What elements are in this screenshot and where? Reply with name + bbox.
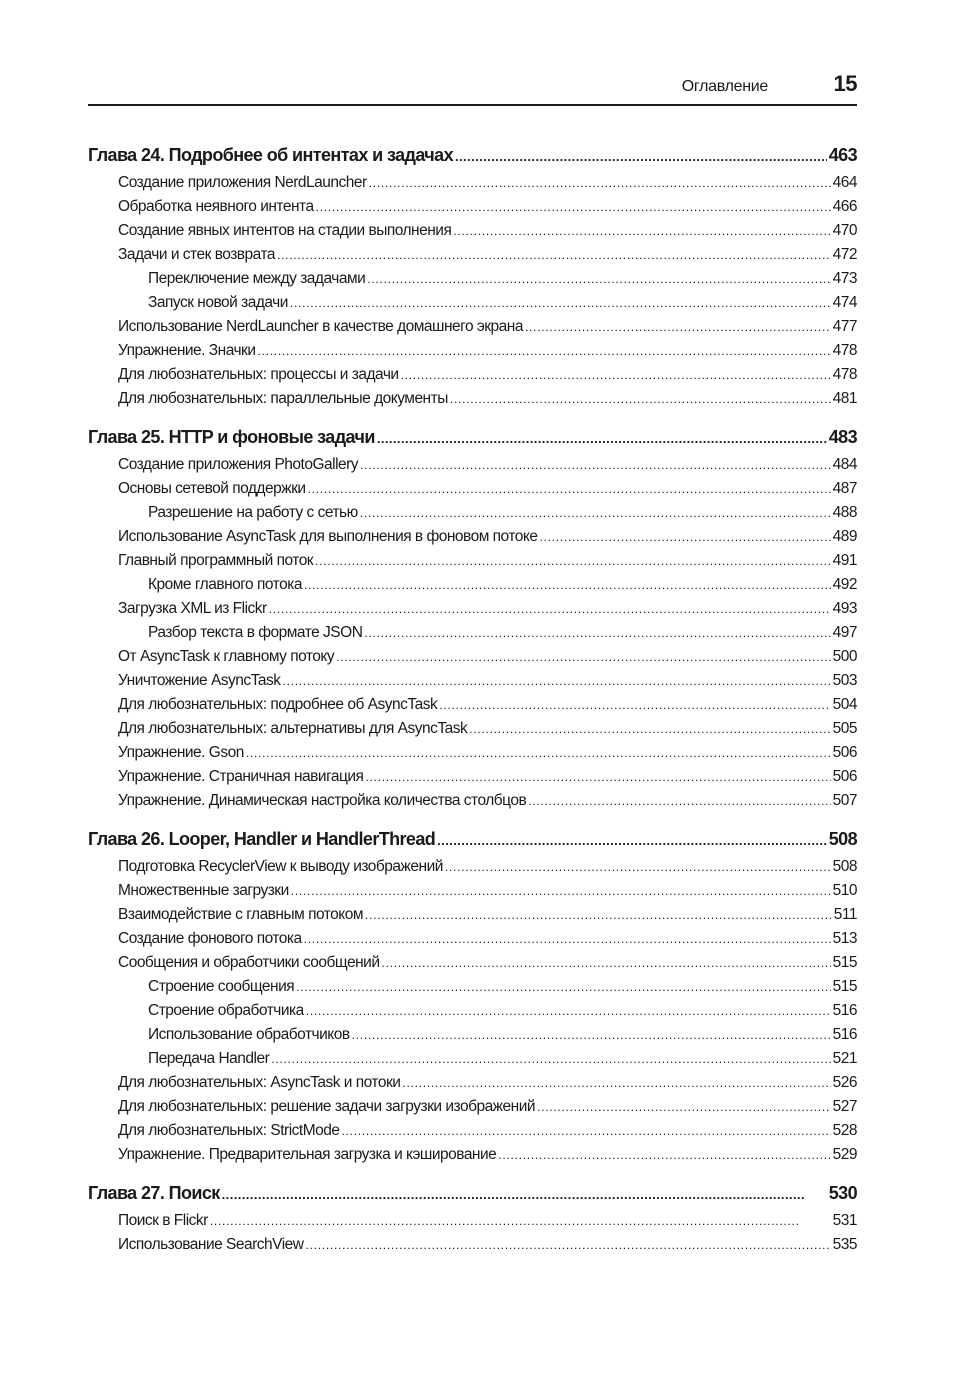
toc-subsection[interactable]: [88, 1023, 857, 1047]
dot-leader: [539, 525, 830, 549]
entry-page-number: 477: [832, 318, 857, 335]
entry-title: Строение обработчика: [148, 1002, 304, 1019]
entry-page-number: 470: [832, 222, 857, 239]
entry-title: Взаимодействие с главным потоком: [118, 906, 364, 923]
entry-page-number: 492: [832, 576, 857, 593]
entry-title: Создание приложения NerdLauncher: [118, 174, 367, 191]
entry-title: Использование NerdLauncher в качестве домашнего экрана: [118, 318, 523, 335]
entry-title: Для любознательных: параллельные документы: [118, 390, 448, 407]
toc-section[interactable]: [88, 879, 857, 903]
entry-page-number: 506: [832, 768, 857, 785]
dot-leader: [453, 219, 830, 243]
toc-section[interactable]: [88, 1209, 857, 1233]
entry-title: Для любознательных: AsyncTask и потоки: [118, 1074, 401, 1091]
entry-page-number: 478: [832, 366, 857, 383]
dot-leader: [360, 501, 831, 525]
toc-section[interactable]: [88, 597, 857, 621]
entry-title: Загрузка XML из Flickr: [118, 600, 267, 617]
toc-section[interactable]: [88, 315, 857, 339]
chapter-page-number: 508: [828, 829, 857, 849]
toc-section[interactable]: [88, 1119, 857, 1143]
dot-leader: [271, 1047, 830, 1071]
entry-title: Сообщения и обработчики сообщений: [118, 954, 380, 971]
toc-section[interactable]: [88, 1233, 857, 1257]
dot-leader: [296, 975, 830, 999]
entry-page-number: 515: [832, 954, 857, 971]
dot-leader: [439, 693, 830, 717]
entry-page-number: 521: [832, 1050, 857, 1067]
toc-section[interactable]: [88, 195, 857, 219]
entry-title: Упражнение. Предварительная загрузка и кэширование: [118, 1146, 497, 1163]
dot-leader: [306, 999, 831, 1023]
chapter-entries: [88, 171, 857, 411]
entry-title: Главный программный поток: [118, 552, 314, 569]
entry-page-number: 526: [832, 1074, 857, 1091]
toc-subsection[interactable]: [88, 501, 857, 525]
entry-page-number: 472: [832, 246, 857, 263]
entry-title: Использование SearchView: [118, 1236, 304, 1253]
entry-page-number: 535: [832, 1236, 857, 1253]
entry-title: Передача Handler: [148, 1050, 270, 1067]
chapter-page-number: 463: [828, 145, 857, 165]
dot-leader: [336, 645, 830, 669]
dot-leader: [222, 1181, 827, 1207]
entry-title: Создание явных интентов на стадии выполнения: [118, 222, 452, 239]
entry-page-number: 527: [832, 1098, 857, 1115]
toc-section[interactable]: [88, 765, 857, 789]
entry-page-number: 506: [832, 744, 857, 761]
dot-leader: [315, 549, 831, 573]
entry-title: Разбор текста в формате JSON: [148, 624, 363, 641]
entry-page-number: 508: [832, 858, 857, 875]
chapter-title: Глава 24. Подробнее об интентах и задачах: [88, 145, 453, 165]
entry-title: Подготовка RecyclerView к выводу изображений: [118, 858, 443, 875]
entry-title: Задачи и стек возврата: [118, 246, 275, 263]
entry-title: Для любознательных: подробнее об AsyncTask: [118, 696, 438, 713]
entry-page-number: 513: [832, 930, 857, 947]
toc-section[interactable]: [88, 243, 857, 267]
dot-leader: [364, 621, 830, 645]
toc-chapter[interactable]: [88, 425, 857, 449]
chapter-page-number: 483: [828, 427, 857, 447]
entry-page-number: 474: [832, 294, 857, 311]
entry-page-number: 516: [832, 1002, 857, 1019]
running-header: [88, 70, 857, 106]
entry-page-number: 529: [832, 1146, 857, 1163]
toc-section[interactable]: [88, 363, 857, 387]
entry-title: Создание фонового потока: [118, 930, 302, 947]
toc-section[interactable]: [88, 645, 857, 669]
entry-title: Упражнение. Значки: [118, 342, 256, 359]
entry-page-number: 511: [833, 906, 857, 923]
chapter-title: Глава 25. HTTP и фоновые задачи: [88, 427, 375, 447]
dot-leader: [283, 669, 831, 693]
running-header-title: Оглавление: [681, 78, 768, 95]
dot-leader: [528, 789, 830, 813]
toc-section[interactable]: [88, 951, 857, 975]
dot-leader: [291, 879, 831, 903]
entry-page-number: 503: [832, 672, 857, 689]
entry-title: Обработка неявного интента: [118, 198, 314, 215]
toc-chapter[interactable]: [88, 827, 857, 851]
dot-leader: [437, 827, 827, 853]
dot-leader: [525, 315, 831, 339]
dot-leader: [308, 477, 831, 501]
toc-section[interactable]: [88, 453, 857, 477]
dot-leader: [277, 243, 831, 267]
toc-subsection[interactable]: [88, 291, 857, 315]
entry-title: Строение сообщения: [148, 978, 295, 995]
dot-leader: [402, 1071, 830, 1095]
entry-page-number: 464: [832, 174, 857, 191]
entry-title: Множественные загрузки: [118, 882, 289, 899]
entry-title: Уничтожение AsyncTask: [118, 672, 281, 689]
toc-section[interactable]: [88, 717, 857, 741]
page-number: 15: [833, 71, 857, 96]
entry-page-number: 507: [832, 792, 857, 809]
toc-section[interactable]: [88, 669, 857, 693]
entry-title: Поиск в Flickr: [118, 1212, 208, 1229]
toc-section[interactable]: [88, 1095, 857, 1119]
toc-section[interactable]: [88, 339, 857, 363]
toc-section[interactable]: [88, 1143, 857, 1167]
entry-title: Кроме главного потока: [148, 576, 302, 593]
entry-page-number: 500: [832, 648, 857, 665]
toc-section[interactable]: [88, 219, 857, 243]
dot-leader: [258, 339, 831, 363]
dot-leader: [369, 171, 831, 195]
toc-subsection[interactable]: [88, 999, 857, 1023]
entry-page-number: 473: [832, 270, 857, 287]
dot-leader: [210, 1209, 831, 1233]
dot-leader: [352, 1023, 831, 1047]
chapter-entries: [88, 855, 857, 1167]
entry-page-number: 493: [832, 600, 857, 617]
dot-leader: [304, 927, 831, 951]
chapter-title: Глава 26. Looper, Handler и HandlerThread: [88, 829, 436, 849]
toc-section[interactable]: [88, 741, 857, 765]
entry-page-number: 478: [832, 342, 857, 359]
dot-leader: [450, 387, 831, 411]
dot-leader: [316, 195, 831, 219]
entry-title: Переключение между задачами: [148, 270, 366, 287]
entry-page-number: 488: [832, 504, 857, 521]
dot-leader: [365, 903, 832, 927]
dot-leader: [445, 855, 831, 879]
table-of-contents: [88, 143, 857, 1257]
entry-page-number: 516: [832, 1026, 857, 1043]
dot-leader: [377, 425, 827, 451]
chapter-entries: [88, 453, 857, 813]
dot-leader: [498, 1143, 830, 1167]
entry-page-number: 528: [832, 1122, 857, 1139]
dot-leader: [290, 291, 831, 315]
toc-section[interactable]: [88, 171, 857, 195]
toc-section[interactable]: [88, 549, 857, 573]
entry-page-number: 484: [832, 456, 857, 473]
entry-page-number: 505: [832, 720, 857, 737]
entry-title: Для любознательных: процессы и задачи: [118, 366, 399, 383]
dot-leader: [360, 453, 831, 477]
dot-leader: [469, 717, 830, 741]
entry-title: Запуск новой задачи: [148, 294, 288, 311]
entry-title: Создание приложения PhotoGallery: [118, 456, 359, 473]
toc-subsection[interactable]: [88, 267, 857, 291]
entry-title: Использование AsyncTask для выполнения в фоновом потоке: [118, 528, 538, 545]
entry-page-number: 504: [832, 696, 857, 713]
toc-chapter[interactable]: [88, 1181, 857, 1205]
dot-leader: [537, 1095, 831, 1119]
dot-leader: [269, 597, 831, 621]
entry-title: Для любознательных: StrictMode: [118, 1122, 340, 1139]
toc-section[interactable]: [88, 855, 857, 879]
entry-page-number: 515: [832, 978, 857, 995]
toc-subsection[interactable]: [88, 1047, 857, 1071]
entry-title: Использование обработчиков: [148, 1026, 350, 1043]
dot-leader: [455, 143, 827, 169]
entry-title: Для любознательных: решение задачи загрузки изображений: [118, 1098, 536, 1115]
toc-section[interactable]: [88, 525, 857, 549]
entry-title: Упражнение. Страничная навигация: [118, 768, 364, 785]
entry-page-number: 491: [832, 552, 857, 569]
chapter-entries: [88, 1209, 857, 1257]
entry-title: Упражнение. Динамическая настройка количества столбцов: [118, 792, 527, 809]
dot-leader: [246, 741, 831, 765]
toc-chapter[interactable]: [88, 143, 857, 167]
entry-title: Упражнение. Gson: [118, 744, 244, 761]
toc-section[interactable]: [88, 1071, 857, 1095]
toc-subsection[interactable]: [88, 621, 857, 645]
entry-page-number: 466: [832, 198, 857, 215]
entry-page-number: 489: [832, 528, 857, 545]
chapter-title: Глава 27. Поиск: [88, 1183, 220, 1203]
chapter-page-number: 530: [828, 1183, 857, 1203]
dot-leader: [365, 765, 830, 789]
toc-section[interactable]: [88, 789, 857, 813]
toc-section[interactable]: [88, 387, 857, 411]
entry-page-number: 531: [832, 1212, 857, 1229]
entry-page-number: 487: [832, 480, 857, 497]
toc-subsection[interactable]: [88, 573, 857, 597]
toc-section[interactable]: [88, 903, 857, 927]
dot-leader: [304, 573, 831, 597]
dot-leader: [382, 951, 831, 975]
entry-page-number: 481: [832, 390, 857, 407]
toc-section[interactable]: [88, 693, 857, 717]
entry-page-number: 510: [832, 882, 857, 899]
dot-leader: [341, 1119, 830, 1143]
entry-title: От AsyncTask к главному потоку: [118, 648, 335, 665]
dot-leader: [401, 363, 831, 387]
dot-leader: [367, 267, 830, 291]
toc-subsection[interactable]: [88, 975, 857, 999]
toc-section[interactable]: [88, 477, 857, 501]
toc-section[interactable]: [88, 927, 857, 951]
dot-leader: [306, 1233, 831, 1257]
entry-page-number: 497: [832, 624, 857, 641]
entry-title: Основы сетевой поддержки: [118, 480, 306, 497]
entry-title: Для любознательных: альтернативы для AsyncTask: [118, 720, 468, 737]
entry-title: Разрешение на работу с сетью: [148, 504, 358, 521]
